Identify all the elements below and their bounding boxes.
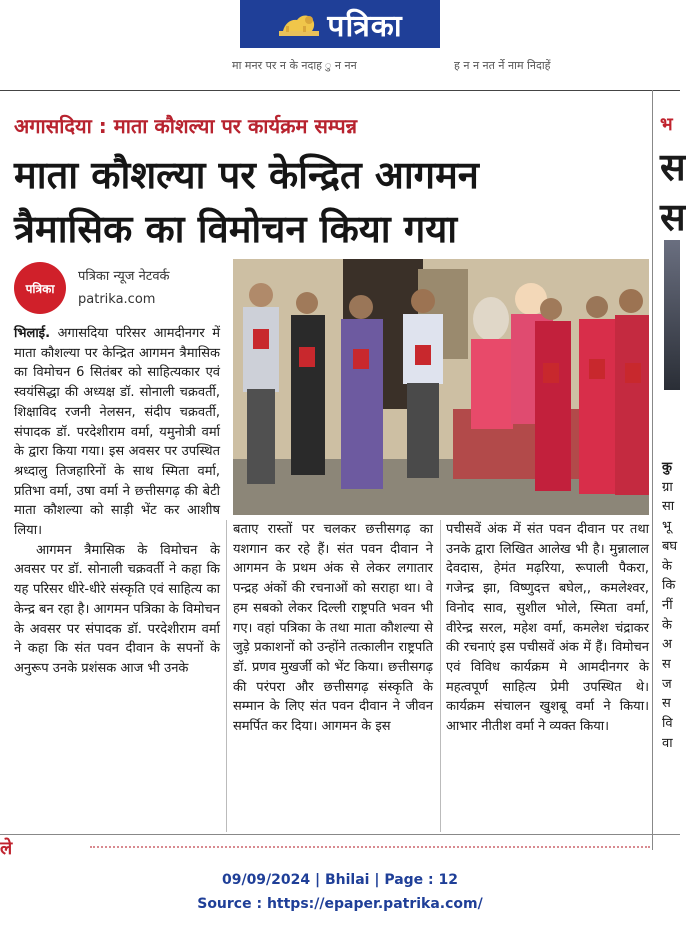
adjacent-line: स [662, 696, 671, 712]
adjacent-line: भू [662, 519, 672, 535]
adjacent-text-right [662, 458, 680, 754]
adjacent-headline-2: स [660, 195, 686, 239]
patrika-logo-icon: पत्रिका [14, 262, 66, 314]
lion-emblem-icon [277, 9, 321, 39]
col1-paragraph-1: अगासदिया परिसर आमदीनगर में माता कौशल्या पर केन्द्रित आगमन त्रैमासिक का विमोचन 6 सितंबर को साहित्यकार एवं स्वयंसिद्धा की अध्यक्ष डॉ. सोनाली चक्रवर्ती, शिक्षाविद रजनी नेलसन, संदीप चक्रवर्ती, संपादक डॉ. परदेशीराम वर्मा, यमुनोत्री वर्मा के द्वारा किया गया। इस अवसर पर उपस्थित श्रध्दालु तिजहारिनों के साथ स्मिता वर्मा, प्रतिभा वर्मा, उषा वर्मा ने छत्तीसगढ़ की बेटी माता कौशल्या को साड़ी भेंट कर आशीष लिया। [14, 326, 221, 539]
article-column-2 [233, 520, 433, 737]
adjacent-line: स [662, 657, 671, 673]
byline-agency: पत्रिका न्यूज नेटवर्क [78, 269, 170, 284]
adjacent-line: सा [662, 499, 675, 515]
col3-paragraph: पचीसवें अंक में संत पवन दीवान पर तथा उनके द्वारा लिखित आलेख भी है। मुन्नालाल देवदास, हेमंत मढ़रिया, रूपाली पैकरा, गजेन्द्र झा, विष्णुदत्त बघेल,, कमलेश्वर, विनोद साव, सुशील भोले, स्मिता वर्मा, वीरेन्द्र सरल, महेश वर्मा, कमलेश चंद्राकर की रचनाएं इस पचीसवें अंक में हैं। विमोचन एवं विविध कार्यक्रम मे आमदीनगर के महत्वपूर्ण साहित्य प्रेमी उपस्थित थे। कार्यक्रम संचालन खुशबू वर्मा ने किया। आभार नीतीश वर्मा ने व्यक्त किया। [446, 522, 649, 735]
article-column-1 [14, 324, 220, 679]
article-kicker: अगासदिया : माता कौशल्या पर कार्यक्रम सम्पन्न [14, 114, 358, 138]
adjacent-kicker: भ [660, 114, 673, 135]
adjacent-line: नीं [662, 597, 673, 613]
top-rule [0, 90, 680, 91]
dateline: भिलाई. [14, 326, 51, 341]
clipped-next-headline [90, 846, 650, 854]
adjacent-subhead: कु [662, 460, 672, 475]
bottom-rule [0, 834, 680, 835]
adjacent-line: के [662, 617, 672, 633]
headline-line-1: माता कौशल्या पर केन्द्रित आगमन [14, 153, 479, 197]
adjacent-line: कि [662, 578, 676, 594]
article-photo [233, 259, 649, 515]
clipped-text-left: मा मनर पर न के नदाह ु न नन [232, 59, 357, 72]
headline-line-2: त्रैमासिक का विमोचन किया गया [14, 207, 458, 251]
clipped-previous-strip [0, 59, 680, 76]
masthead-logo [240, 0, 440, 48]
adjacent-line: अ [662, 637, 672, 653]
column-divider-2 [440, 520, 441, 832]
adjacent-line: बघ [662, 538, 678, 554]
adjacent-line: वि [662, 716, 673, 732]
column-divider-1 [226, 520, 227, 832]
adjacent-line: ग्रा [662, 479, 673, 495]
brand-name: पत्रिका [327, 8, 403, 44]
col1-paragraph-2: आगमन त्रैमासिक के विमोचन के अवसर पर डॉ. सोनाली चक्रवर्ती ने कहा कि यह परिसर धीरे-धीरे संस्कृति एवं साहित्य का केन्द्र बन रहा है। आगमन पत्रिका के विमोचन के अवसर पर संपादक डॉ. परदेशीराम वर्मा ने कहा कि संत पवन दीवान के सपनों के अनुरूप उनके प्रशंसक आज भी उनके [14, 542, 220, 676]
adjacent-line: ज [662, 676, 672, 692]
adjacent-photo [664, 240, 680, 390]
footer-date-line: 09/09/2024 | Bhilai | Page : 12 [221, 872, 459, 888]
clipped-text-right: ह न न नत र्ने नाम निदाहें [454, 59, 551, 72]
article-headline [14, 148, 634, 256]
footer-source-link[interactable]: Source : https://epaper.patrika.com/ [197, 896, 483, 912]
adjacent-headline-1: स [660, 145, 686, 189]
group-photo-image [233, 259, 649, 515]
article-column-3 [446, 520, 649, 737]
adjacent-line: के [662, 558, 672, 574]
adjacent-line: वा [662, 735, 673, 751]
col2-paragraph: बताए रास्तों पर चलकर छत्तीसगढ़ का यशगान कर रहे हैं। संत पवन दीवान ने आगमन के प्रथम अंक से लेकर लगातार पन्द्रह अंकों की रचनाओं को सराहा था। वे हम सबको लेकर दिल्ली राष्ट्रपति भवन भी गए। वहां पत्रिका के तथा माता कौशल्या से जुड़े प्रकाशनों को उन्होंने तत्कालीन राष्ट्रपति डॉ. प्रणव मुखर्जी को भेंट किया। छत्तीसगढ़ की परंपरा और छत्तीसगढ़ संस्कृति के सम्मान के लिए संत पवन दीवान ने जीवन समर्पित कर दिया। आगमन के इस [233, 522, 433, 735]
byline-site: patrika.com [78, 292, 156, 307]
adjacent-article-right [660, 112, 686, 242]
adjacent-bottom-kicker: ले [0, 838, 13, 859]
column-divider-right [652, 90, 653, 850]
